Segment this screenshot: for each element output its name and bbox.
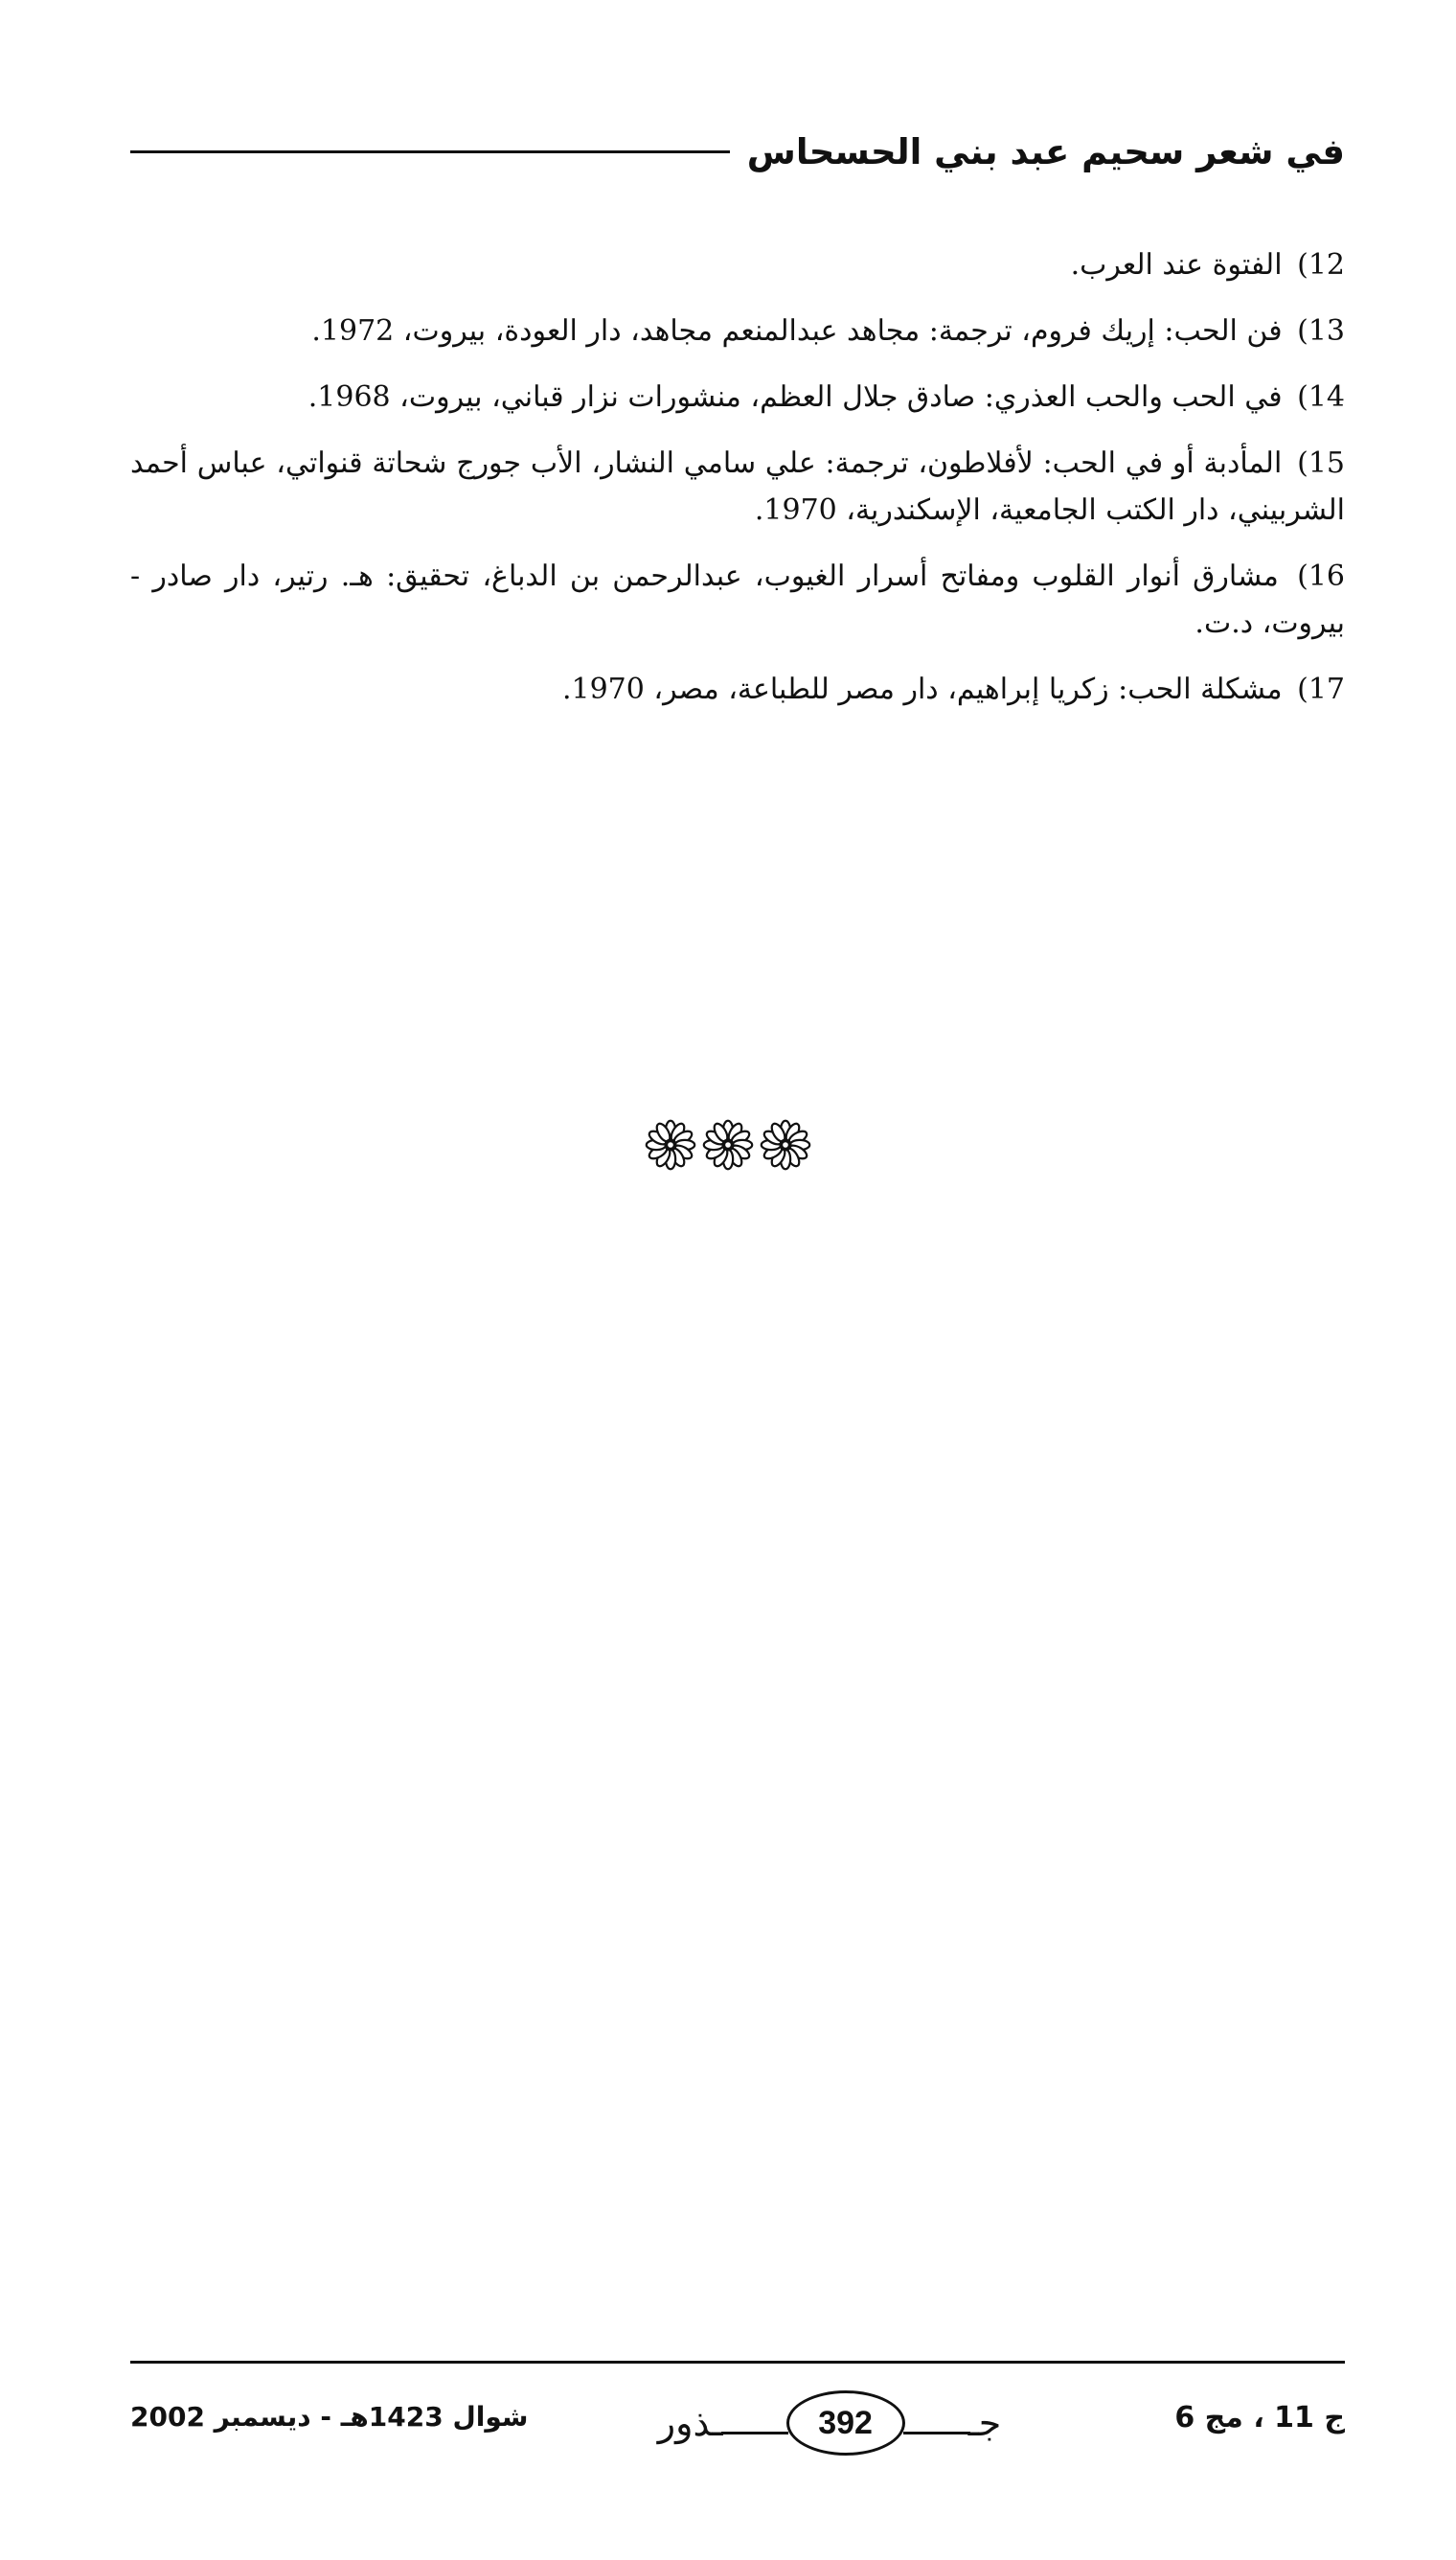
reference-number: 14) xyxy=(1297,380,1345,414)
reference-text: مشكلة الحب: زكريا إبراهيم، دار مصر للطباعة، مصر، 1970. xyxy=(561,673,1283,706)
reference-text: المأدبة أو في الحب: لأفلاطون، ترجمة: علي سامي النشار، الأب جورج شحاتة قنواتي، عباس أحمد الشربيني، دار الكتب الجامعية، الإسكندرية، 1970. xyxy=(130,446,1345,527)
reference-number: 13) xyxy=(1297,314,1345,348)
journal-masthead xyxy=(628,2380,1031,2466)
reference-number: 15) xyxy=(1297,446,1345,480)
flower-icon xyxy=(759,1118,812,1172)
reference-item xyxy=(130,553,1345,647)
reference-number: 12) xyxy=(1297,248,1345,282)
reference-item xyxy=(130,241,1345,288)
issue-volume: ج 11 ، مج 6 xyxy=(1174,2401,1345,2434)
reference-text: في الحب والحب العذري: صادق جلال العظم، منشورات نزار قباني، بيروت، 1968. xyxy=(307,380,1283,414)
journal-stroke xyxy=(721,2432,788,2434)
reference-item xyxy=(130,308,1345,354)
reference-text: مشارق أنوار القلوب ومفاتح أسرار الغيوب، عبدالرحمن بن الدباغ، تحقيق: هـ. رتير، دار صادر - بيروت، د.ت. xyxy=(130,560,1345,640)
flower-icon xyxy=(701,1118,755,1172)
reference-number: 17) xyxy=(1297,673,1345,706)
references-list xyxy=(130,241,1345,732)
reference-number: 16) xyxy=(1297,560,1345,593)
reference-item xyxy=(130,440,1345,534)
journal-name-end: ـذور xyxy=(657,2402,723,2444)
running-header xyxy=(130,123,1345,180)
section-ornament xyxy=(0,1111,1456,1178)
journal-stroke xyxy=(903,2432,970,2434)
footer-rule xyxy=(130,2361,1345,2364)
issue-date: شوال 1423هـ - ديسمبر 2002 xyxy=(130,2401,529,2433)
reference-item xyxy=(130,374,1345,421)
reference-text: فن الحب: إريك فروم، ترجمة: مجاهد عبدالمنعم مجاهد، دار العودة، بيروت، 1972. xyxy=(311,314,1283,348)
header-rule xyxy=(130,150,730,153)
page-footer xyxy=(130,2380,1345,2466)
reference-item xyxy=(130,666,1345,713)
header-title: في شعر سحيم عبد بني الحسحاس xyxy=(746,130,1345,172)
reference-text: الفتوة عند العرب. xyxy=(1070,248,1283,282)
flower-icon xyxy=(644,1118,697,1172)
page-number: 392 xyxy=(786,2390,905,2456)
journal-name-start: جـ xyxy=(967,2402,1002,2444)
